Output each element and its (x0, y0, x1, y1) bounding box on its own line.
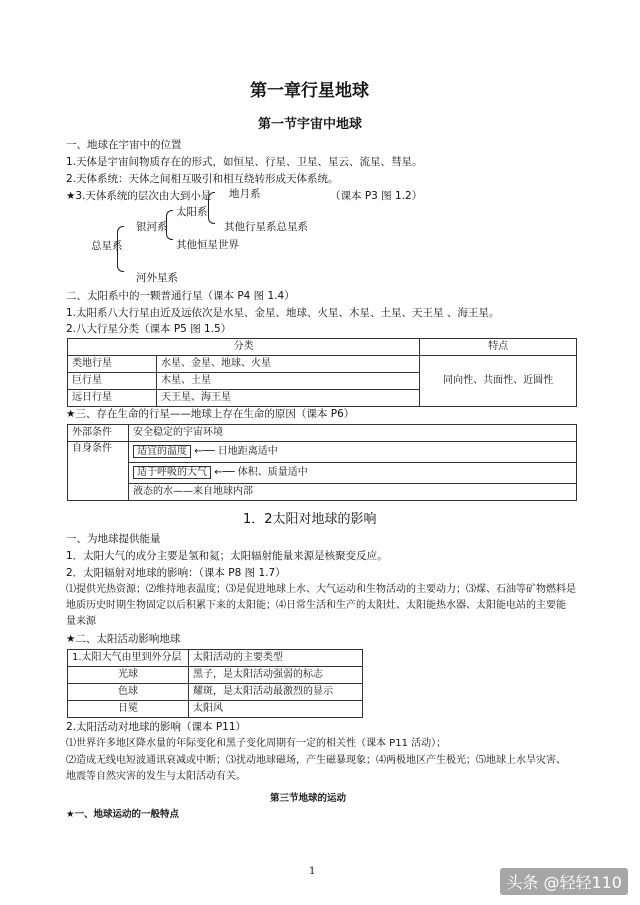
paragraph: 地质历史时期生物固定以后积累下来的太阳能；⑷日常生活和生产的太阳灶、太阳能热水器、太阳能电站的主要能 (66, 600, 566, 611)
temp-box: 适宜的温度 (133, 445, 191, 458)
table-cell (129, 463, 577, 484)
planet-class-table (67, 338, 577, 407)
brace (117, 226, 124, 272)
table-cell: 光球 (68, 667, 189, 684)
table-row (68, 484, 577, 501)
heading-energy: 一、为地球提供能量 (66, 533, 161, 545)
heading-life: ★三、存在生命的行星——地球上存在生命的原因（课本 P6） (66, 408, 355, 420)
table-cell: 耀斑，是太阳活动最激烈的显示 (189, 684, 363, 701)
paragraph: ⑴提供光热资源；⑵维持地表温度；⑶是促进地球上水、大气运动和生物活动的主要动力；⑶煤、石油等矿物燃料是 (66, 584, 576, 595)
table-cell: 色球 (68, 684, 189, 701)
tree-other-stars: 其他恒星世界 (176, 239, 239, 251)
table-row (68, 442, 577, 463)
watermark: 头条 @轻轻110 (500, 868, 628, 895)
table-cell: 天王星、海王星 (157, 390, 420, 407)
section3-title: 第三节地球的运动 (270, 793, 347, 804)
paragraph: ⑵造成无线电短波通讯衰减或中断；⑶扰动地球磁场，产生磁暴现象；⑷两极地区产生极光；⑸地球上水旱灾害、 (66, 755, 566, 766)
reference: （课本 P3 图 1.2） (330, 190, 423, 202)
heading-planets: 二、太阳系中的一颗普通行星（课本 P4 图 1.4） (66, 290, 295, 302)
solar-activity-table (67, 649, 363, 718)
table-cell (129, 442, 577, 463)
feature-cell: 同向性、共面性、近圆性 (420, 356, 577, 407)
table-row (68, 425, 577, 442)
heading-general: ★一、地球运动的一般特点 (66, 809, 180, 820)
paragraph: 1.太阳系八大行星由近及远依次是水星、金星、地球、火星、木星、土星、天王星 、海王星。 (66, 307, 500, 319)
cause-text: 体积、质量适中 (237, 467, 308, 478)
table-cell: 安全稳定的宇宙环境 (129, 425, 577, 442)
brace (166, 210, 173, 240)
tree-solar: 太阳系 (176, 206, 208, 218)
table-cell: 太阳风 (189, 701, 363, 718)
table-cell: 远日行星 (68, 390, 157, 407)
table-cell: 类地行星 (68, 356, 157, 373)
table-cell: 日冕 (68, 701, 189, 718)
heading-activity: ★二、太阳活动影响地球 (66, 633, 181, 645)
table-cell: 自身条件 (68, 442, 129, 501)
table-row (68, 667, 363, 684)
table-cell: 水星、金星、地球、火星 (157, 356, 420, 373)
chapter-title: 第一章行星地球 (250, 81, 369, 101)
paragraph: ★3.天体系统的层次由大到小是 (66, 190, 212, 202)
tree-extragalactic: 河外星系 (136, 272, 178, 284)
arrow-left-icon: ←── (194, 446, 215, 457)
paragraph: 量来源 (66, 616, 96, 627)
table-cell: 外部条件 (68, 425, 129, 442)
arrow-left-icon: ←── (214, 467, 235, 478)
section1-title: 第一节宇宙中地球 (258, 117, 363, 132)
tree-other-planets: 其他行星系总星系 (224, 221, 308, 233)
table-row (68, 356, 577, 373)
cause-text: 日地距离适中 (217, 446, 278, 457)
tree-earth-moon: 地月系 (229, 188, 261, 200)
paragraph: ⑴世界许多地区降水量的年际变化和黑子变化周期有一定的相关性（课本 P11 活动）； (66, 738, 447, 749)
life-conditions-table (67, 424, 577, 501)
table-row (68, 463, 577, 484)
tree-galaxy: 银河系 (136, 221, 168, 233)
brace (208, 192, 215, 224)
table-cell: 巨行星 (68, 373, 157, 390)
table-cell: 木星、土星 (157, 373, 420, 390)
paragraph: 地震等自然灾害的发生与太阳活动有关。 (66, 771, 246, 782)
page-number: 1 (309, 866, 316, 877)
paragraph: 2.天体系统：天体之间相互吸引和相互绕转形成天体系统。 (66, 173, 339, 185)
air-box: 适于呼吸的大气 (133, 466, 211, 479)
table-header-cell: 分类 (68, 339, 420, 356)
table-cell: 黑子，是太阳活动强弱的标志 (189, 667, 363, 684)
table-header-cell: 1.太阳大气由里到外分层 (68, 650, 189, 667)
paragraph: 2．太阳辐射对地球的影响：（课本 P8 图 1.7） (66, 567, 286, 579)
tree-total: 总星系 (91, 240, 123, 252)
table-cell: 液态的水——来自地球内部 (129, 484, 577, 501)
paragraph: 2.太阳活动对地球的影响（课本 P11） (66, 721, 247, 733)
paragraph: 1.天体是宇宙间物质存在的形式，如恒星、行星、卫星、星云、流星、彗星。 (66, 156, 423, 168)
paragraph: 2.八大行星分类（课本 P5 图 1.5） (66, 323, 232, 335)
table-header-cell: 特点 (420, 339, 577, 356)
paragraph: 1．太阳大气的成分主要是氢和氦；太阳辐射能量来源是核聚变反应。 (66, 550, 388, 562)
heading-position: 一、地球在宇宙中的位置 (66, 139, 182, 151)
table-row (68, 701, 363, 718)
table-row (68, 684, 363, 701)
section2-title: 1．2太阳对地球的影响 (243, 512, 377, 527)
table-row (68, 650, 363, 667)
table-header-cell: 太阳活动的主要类型 (189, 650, 363, 667)
